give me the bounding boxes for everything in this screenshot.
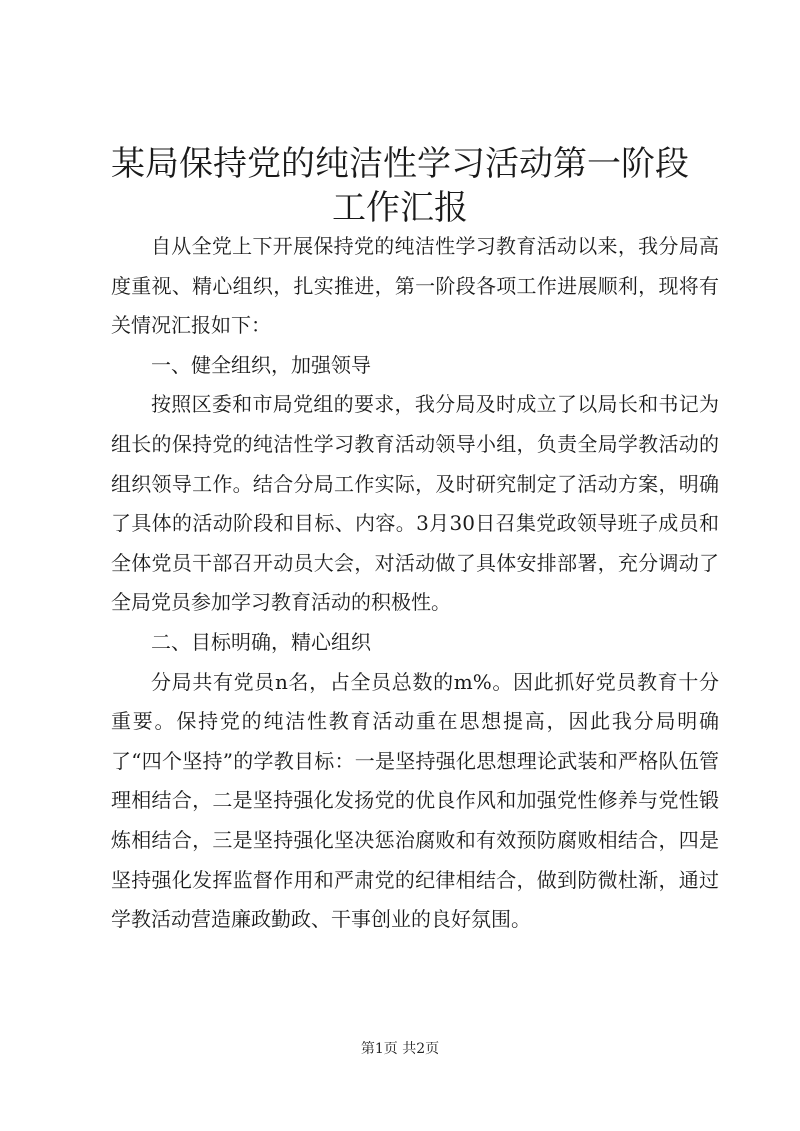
document-body — [111, 227, 719, 940]
section-paragraph-1: 按照区委和市局党组的要求，我分局及时成立了以局长和书记为组长的保持党的纯洁性学习教育活动领导小组，负责全局学教活动的组织领导工作。结合分局工作实际，及时研究制定了活动方案，明确了具体的活动阶段和目标、内容。3月30日召集党政领导班子成员和全体党员干部召开动员大会，对活动做了具体安排部署，充分调动了全局党员参加学习教育活动的积极性。 — [111, 392, 719, 615]
page-number-footer: 第1页 共2页 — [360, 1041, 440, 1057]
section-heading-1: 一、健全组织，加强领导 — [151, 352, 371, 377]
section-paragraph-2: 分局共有党员n名，占全员总数的m%。因此抓好党员教育十分重要。保持党的纯洁性教育活动重在思想提高，因此我分局明确了“四个坚持”的学教目标：一是坚持强化思想理论武装和严格队伍管理相结合，二是坚持强化发扬党的优良作风和加强党性修养与党性锻炼相结合，三是坚持强化坚决惩治腐败和有效预防腐败相结合，四是坚持强化发挥监督作用和严肃党的纪律相结合，做到防微杜渐，通过学教活动营造廉政勤政、干事创业的良好氛围。 — [111, 669, 719, 932]
document-title: 某局保持党的纯洁性学习活动第一阶段工作汇报 — [111, 144, 689, 228]
intro-paragraph: 自从全党上下开展保持党的纯洁性学习教育活动以来，我分局高度重视、精心组织，扎实推进，第一阶段各项工作进展顺利，现将有关情况汇报如下： — [111, 234, 719, 338]
section-heading-2: 二、目标明确，精心组织 — [151, 629, 371, 654]
